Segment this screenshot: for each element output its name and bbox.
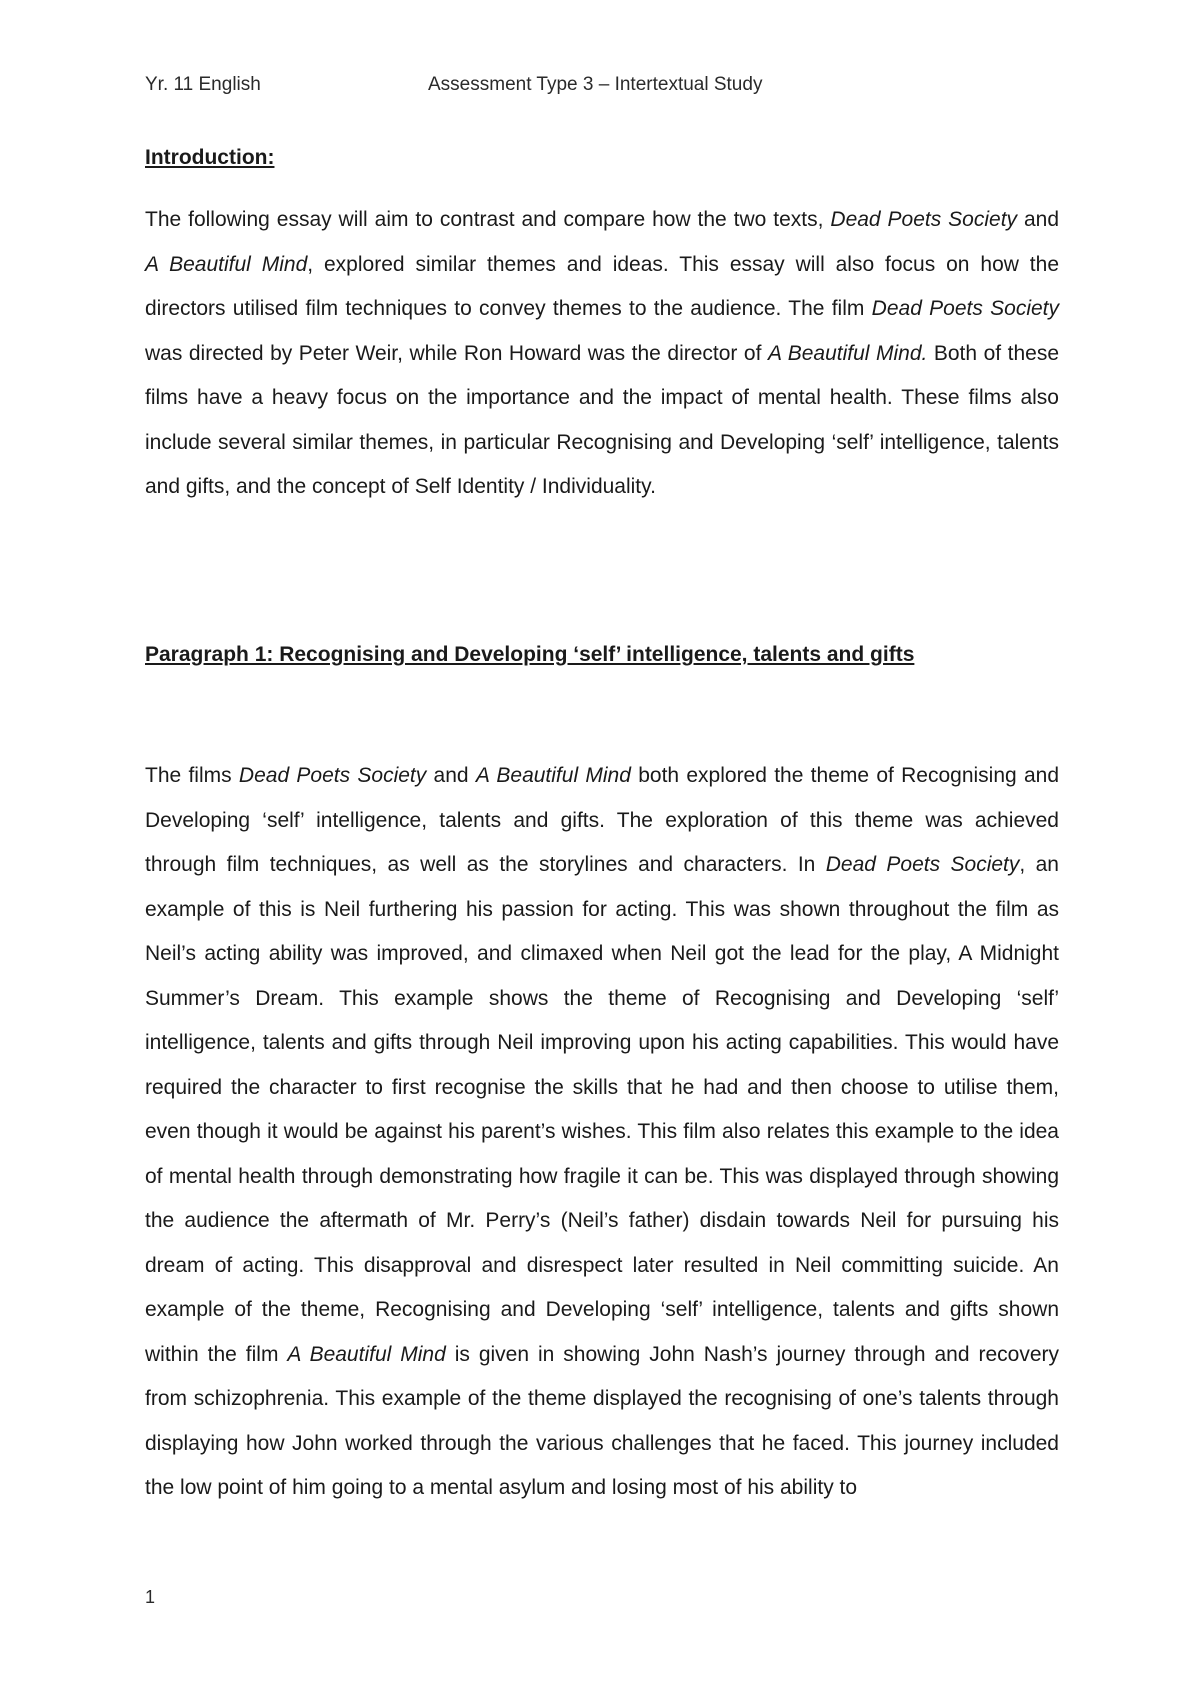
text-run: , explored similar themes and ideas. This essay will also focus on how the directors utilised film techniques to convey themes to the audience. The film (145, 252, 1059, 320)
text-run: The following essay will aim to contrast and compare how the two texts, (145, 208, 831, 231)
introduction-heading: Introduction: (145, 146, 275, 169)
text-run: both explored the theme of Recognising and Developing ‘self’ intelligence, talents and gifts. The exploration of this theme was achieved through film techniques, as well as the storylines and characters. In (145, 764, 1060, 876)
introduction-paragraph (145, 198, 1059, 510)
text-run: was directed by Peter Weir, while Ron Howard was the director of (145, 341, 768, 365)
paragraph1-heading: Paragraph 1: Recognising and Developing ‘self’ intelligence, talents and gifts (145, 643, 915, 666)
page-number: 1 (145, 1587, 156, 1607)
italic-title: A Beautiful Mind (145, 252, 308, 276)
text-run: The films (145, 764, 239, 787)
paragraph1-body (145, 754, 1059, 1511)
text-run: and (426, 764, 476, 787)
text-run: and (1017, 208, 1060, 231)
italic-title: Dead Poets Society (871, 297, 1060, 320)
header-assessment-title: Assessment Type 3 – Intertextual Study (428, 74, 763, 95)
italic-title: A Beautiful Mind (287, 1342, 446, 1366)
italic-title: A Beautiful Mind (475, 764, 631, 787)
italic-title: Dead Poets Society (238, 764, 427, 787)
text-run: , an example of this is Neil furthering his passion for acting. This was shown throughout the film as Neil’s acting ability was improved, and climaxed when Neil got the lead for the play, A Midnight Summer’s Dream. This example shows the theme of Recognising and Developing ‘self’ intelligence, talents and gifts through Neil improving upon his acting capabilities. This would have required the character to first recognise the skills that he had and then choose to utilise them, even though it would be against his parent’s wishes. This film also relates this example to the idea of mental health through demonstrating how fragile it can be. This was displayed through showing the audience the aftermath of Mr. Perry’s (Neil’s father) disdain towards Neil for pursuing his dream of acting. This disapproval and disrespect later resulted in Neil committing suicide. An example of the theme, Recognising and Developing ‘self’ intelligence, talents and gifts shown within the film (145, 853, 1059, 1366)
text-run: is given in showing John Nash’s journey through and recovery from schizophrenia. This example of the theme displayed the recognising of one’s talents through displaying how John worked through the various challenges that he faced. This journey included the low point of him going to a mental asylum and losing most of his ability to (145, 1342, 1060, 1499)
italic-title: Dead Poets Society (825, 853, 1020, 876)
page-header (145, 74, 1065, 104)
italic-title: A Beautiful Mind. (767, 341, 928, 365)
italic-title: Dead Poets Society (830, 208, 1018, 231)
header-course: Yr. 11 English (145, 74, 261, 95)
text-run: Both of these films have a heavy focus on the importance and the impact of mental health. These films also include several similar themes, in particular Recognising and Developing ‘self’ intelligence, talents and gifts, and the concept of Self Identity / Individuality. (145, 341, 1059, 498)
